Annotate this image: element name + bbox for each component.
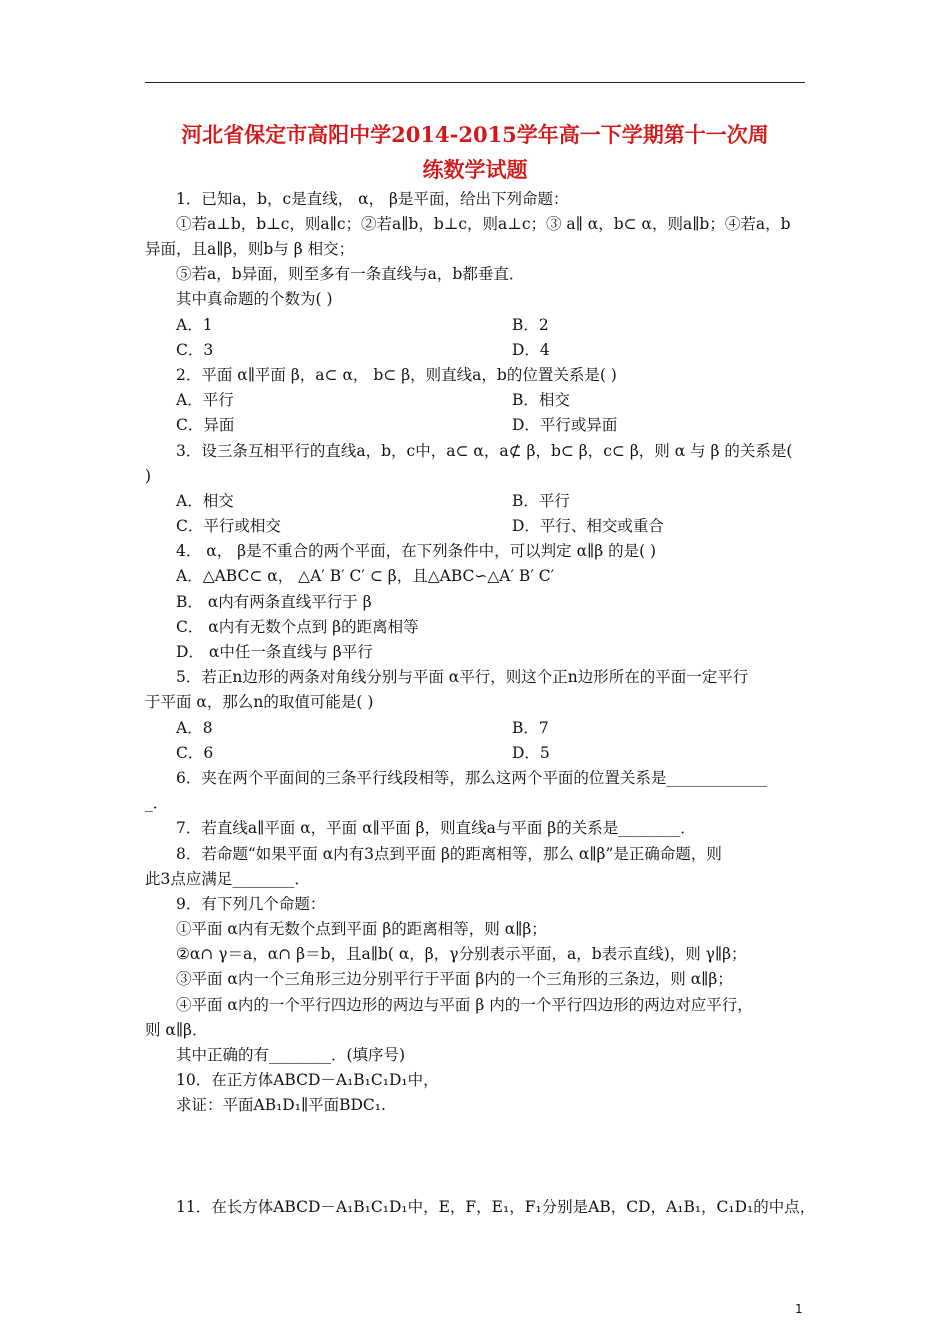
q3-option-b: B．平行 (512, 492, 570, 510)
q9-proposition-4-cont: 则 α∥β． (145, 1021, 208, 1039)
q9-stem: 9．有下列几个命题： (176, 895, 326, 913)
q1-option-a: A．1 (176, 316, 213, 334)
document-title-line1: 河北省保定市高阳中学2014-2015学年高一下学期第十一次周 (181, 122, 769, 147)
q3-option-a: A．相交 (176, 492, 234, 510)
q1-proposition-line1: ①若a⊥b，b⊥c，则a∥c；②若a∥b，b⊥c，则a⊥c；③ a∥ α，b⊂ α，则a∥b；④若a，b (176, 215, 791, 233)
q9-ask: 其中正确的有________．(填序号) (176, 1046, 406, 1064)
q9-proposition-2: ②α∩ γ＝a，α∩ β＝b，且a∥b( α，β，γ分别表示平面，a，b表示直线)，则 γ∥β； (176, 945, 747, 963)
q2-option-d: D．平行或异面 (512, 416, 618, 434)
q2-option-c: C．异面 (176, 416, 235, 434)
q3-stem: 3．设三条互相平行的直线a，b，c中，a⊂ α，a⊄ β，b⊂ β，c⊂ β，则 α 与 β 的关系是( (176, 442, 793, 460)
q4-stem: 4． α， β是不重合的两个平面，在下列条件中，可以判定 α∥β 的是( ) (176, 542, 657, 560)
q10-stem: 10．在正方体ABCD－A₁B₁C₁D₁中， (176, 1071, 439, 1089)
q3-option-c: C．平行或相交 (176, 517, 281, 535)
q2-option-a: A．平行 (176, 391, 234, 409)
q3-stem-cont: ) (145, 467, 152, 485)
q8-stem: 8．若命题“如果平面 α内有3点到平面 β的距离相等，那么 α∥β”是正确命题，则 (176, 845, 722, 863)
q1-option-b: B．2 (512, 316, 549, 334)
q4-option-d: D． α中任一条直线与 β平行 (176, 643, 373, 661)
q1-option-d: D．4 (512, 341, 550, 359)
header-rule (145, 82, 805, 83)
q4-option-b: B． α内有两条直线平行于 β (176, 593, 372, 611)
q10-prove: 求证：平面AB₁D₁∥平面BDC₁. (176, 1096, 386, 1114)
q5-option-a: A．8 (176, 719, 213, 737)
q5-option-c: C．6 (176, 744, 214, 762)
q9-proposition-1: ①平面 α内有无数个点到平面 β的距离相等，则 α∥β； (176, 920, 547, 938)
q9-proposition-3: ③平面 α内一个三角形三边分别平行于平面 β内的一个三角形的三条边，则 α∥β； (176, 970, 733, 988)
q3-option-d: D．平行、相交或重合 (512, 517, 664, 535)
document-title-line2: 练数学试题 (422, 157, 528, 182)
q6-stem: 6．夹在两个平面间的三条平行线段相等，那么这两个平面的位置关系是_____________ (176, 769, 768, 787)
q5-option-d: D．5 (512, 744, 550, 762)
q5-stem-cont: 于平面 α，那么n的取值可能是( ) (145, 693, 374, 711)
q2-stem: 2．平面 α∥平面 β，a⊂ α， b⊂ β，则直线a，b的位置关系是( ) (176, 366, 617, 384)
q1-option-c: C．3 (176, 341, 214, 359)
q1-ask: 其中真命题的个数为( ) (176, 290, 333, 308)
q1-proposition-line2: 异面，且a∥β，则b与 β 相交； (145, 240, 355, 258)
q7-stem: 7．若直线a∥平面 α，平面 α∥平面 β，则直线a与平面 β的关系是________． (176, 819, 696, 837)
q2-option-b: B．相交 (512, 391, 570, 409)
q4-option-a: A．△ABC⊂ α， △A′ B′ C′ ⊂ β，且△ABC∽△A′ B′ C′ (176, 567, 555, 585)
q5-stem: 5．若正n边形的两条对角线分别与平面 α平行，则这个正n边形所在的平面一定平行 (176, 668, 749, 686)
page-number: 1 (795, 1302, 803, 1316)
q11-stem: 11．在长方体ABCD－A₁B₁C₁D₁中，E，F，E₁，F₁分别是AB，CD，A₁B₁，C₁D₁的中点， (176, 1198, 816, 1216)
q1-stem: 1．已知a，b，c是直线， α， β是平面，给出下列命题： (176, 190, 569, 208)
q1-proposition-line3: ⑤若a，b异面，则至多有一条直线与a，b都垂直． (176, 265, 525, 283)
q9-proposition-4: ④平面 α内的一个平行四边形的两边与平面 β 内的一个平行四边形的两边对应平行， (176, 996, 753, 1014)
q6-stem-cont: _． (145, 794, 169, 812)
q8-stem-cont: 此3点应满足________． (145, 870, 310, 888)
q4-option-c: C． α内有无数个点到 β的距离相等 (176, 618, 419, 636)
q5-option-b: B．7 (512, 719, 549, 737)
